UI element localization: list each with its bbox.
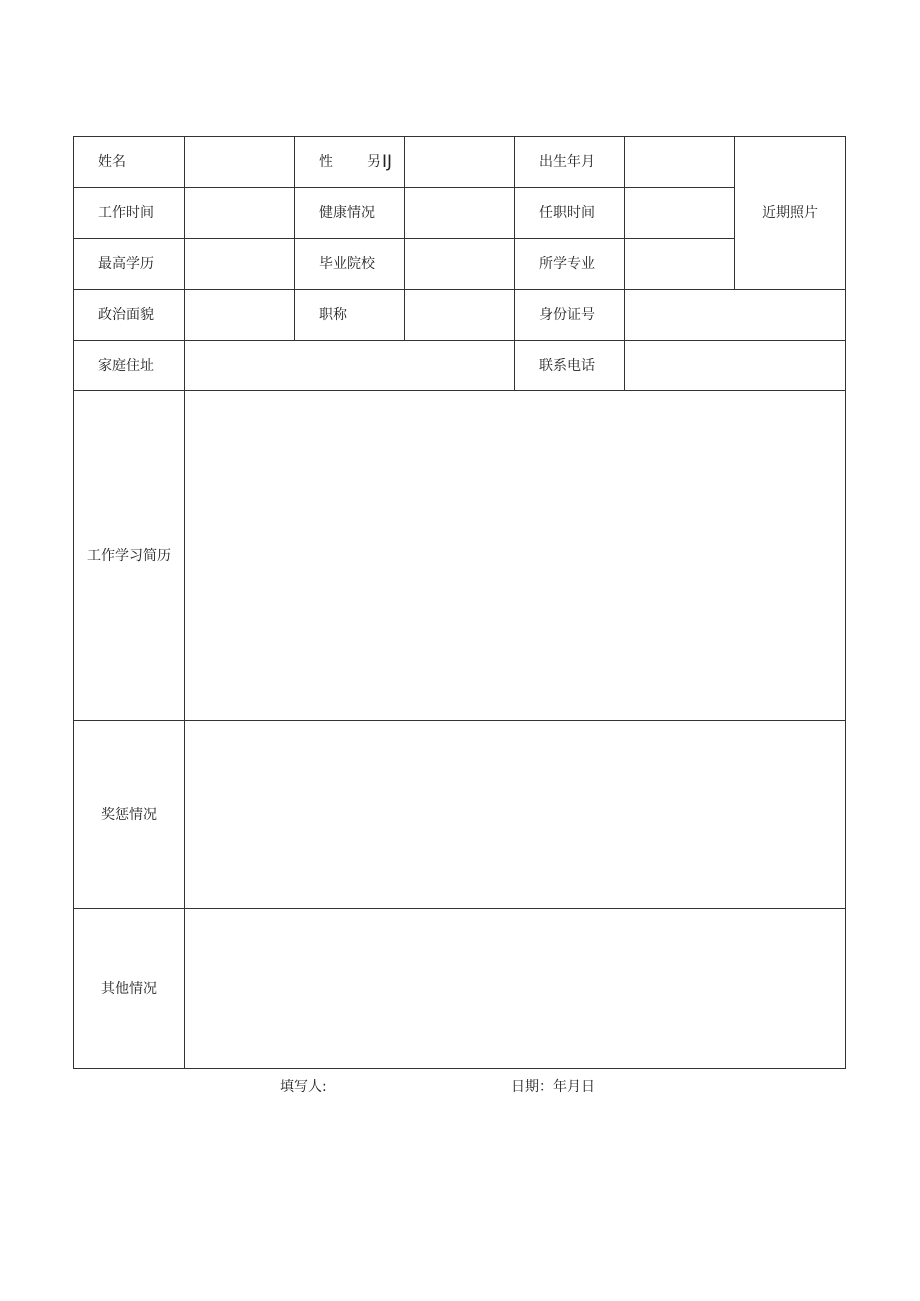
footer-filler-label: 填写人: <box>280 1079 327 1095</box>
label-id-number: 身份证号 <box>514 289 625 341</box>
field-phone[interactable] <box>624 340 846 391</box>
field-name[interactable] <box>184 136 295 188</box>
field-appointment-time[interactable] <box>624 187 735 239</box>
field-resume[interactable] <box>184 390 846 721</box>
label-health: 健康情况 <box>294 187 405 239</box>
label-gender-part3: IJ <box>382 151 393 172</box>
field-gender[interactable] <box>404 136 515 188</box>
field-rewards[interactable] <box>184 720 846 909</box>
label-appointment-time: 任职时间 <box>514 187 625 239</box>
label-title: 职称 <box>294 289 405 341</box>
field-work-time[interactable] <box>184 187 295 239</box>
photo-box[interactable] <box>734 136 846 290</box>
registration-form <box>73 136 846 1069</box>
field-political-status[interactable] <box>184 289 295 341</box>
label-education: 最高学历 <box>73 238 185 290</box>
photo-label: 近期照片 <box>762 205 818 221</box>
label-resume: 工作学习简历 <box>73 390 185 721</box>
label-name-text: 姓名 <box>98 154 126 170</box>
label-phone: 联系电话 <box>514 340 625 391</box>
label-name <box>73 136 185 188</box>
field-health[interactable] <box>404 187 515 239</box>
label-gender-part1: 性 <box>319 154 333 170</box>
field-birth[interactable] <box>624 136 735 188</box>
label-work-time: 工作时间 <box>73 187 185 239</box>
field-other[interactable] <box>184 908 846 1069</box>
footer-date-label: 日期：年月日 <box>511 1079 595 1095</box>
label-birth: 出生年月 <box>514 136 625 188</box>
label-other: 其他情况 <box>73 908 185 1069</box>
label-political-status: 政治面貌 <box>73 289 185 341</box>
label-gender-part2: 另 <box>367 154 381 170</box>
label-address: 家庭住址 <box>73 340 185 391</box>
field-education[interactable] <box>184 238 295 290</box>
label-rewards: 奖惩情况 <box>73 720 185 909</box>
field-id-number[interactable] <box>624 289 846 341</box>
label-school: 毕业院校 <box>294 238 405 290</box>
field-school[interactable] <box>404 238 515 290</box>
label-gender <box>294 136 405 188</box>
label-major: 所学专业 <box>514 238 625 290</box>
field-title[interactable] <box>404 289 515 341</box>
field-major[interactable] <box>624 238 735 290</box>
field-address[interactable] <box>184 340 515 391</box>
